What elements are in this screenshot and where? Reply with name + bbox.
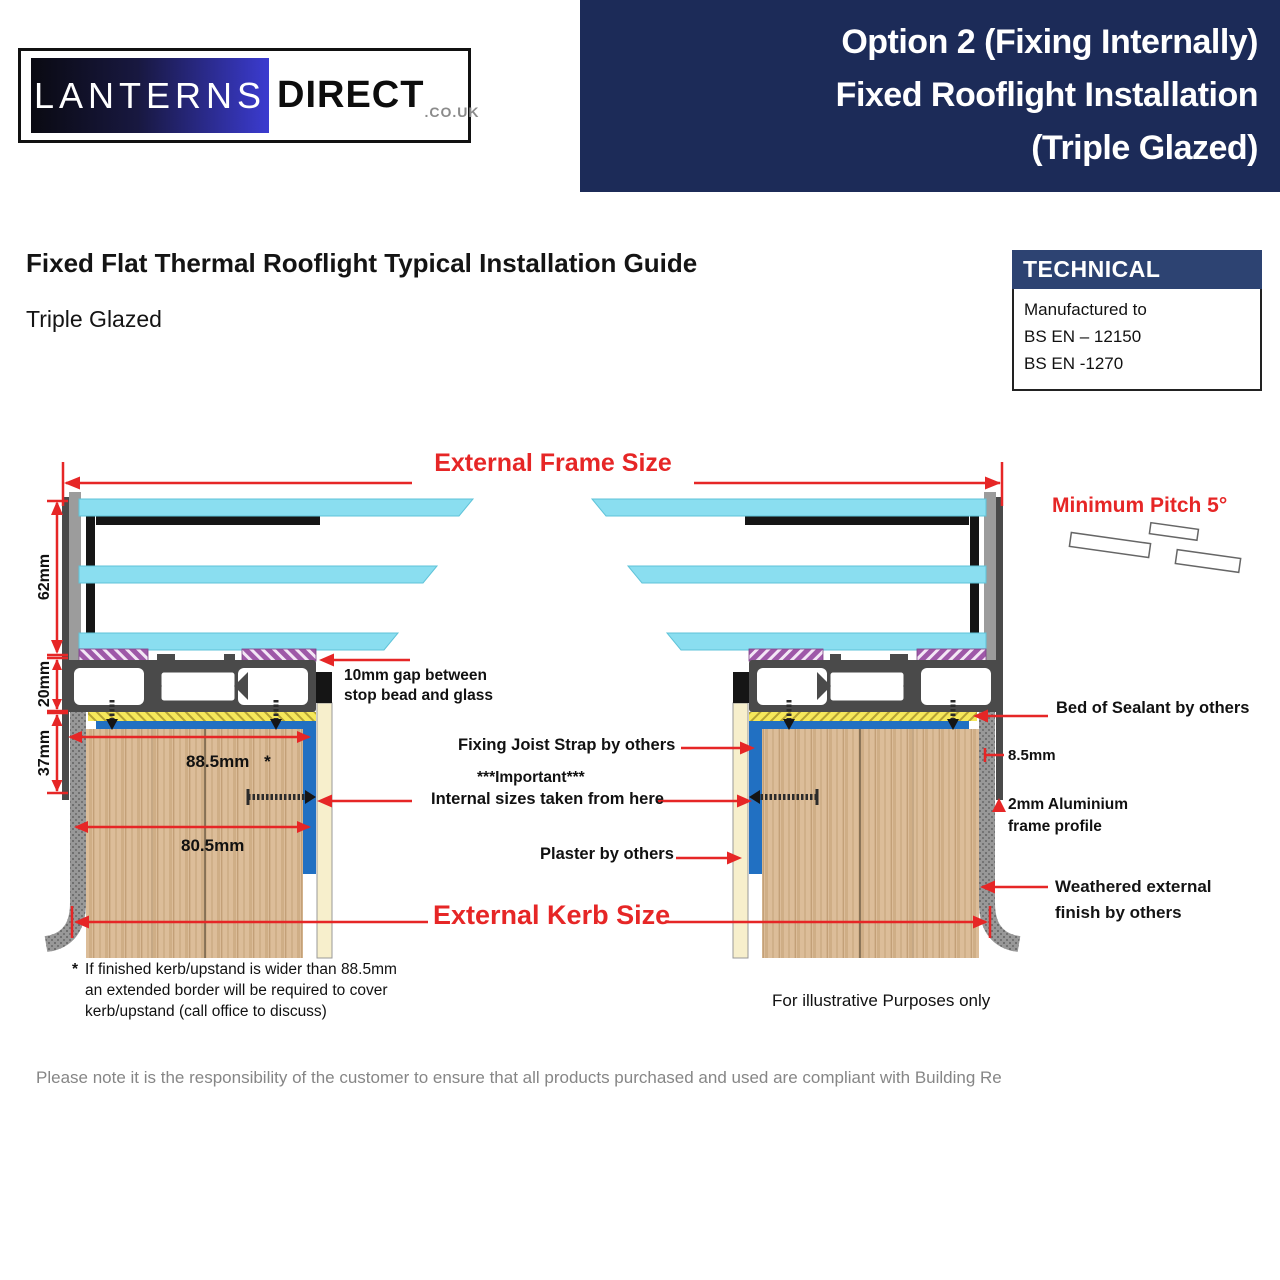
pitch-icon bbox=[1069, 523, 1240, 573]
dim-88-5mm-value: 88.5mm bbox=[186, 752, 250, 771]
footnote-line: If finished kerb/upstand is wider than 88.5mm bbox=[85, 961, 397, 978]
page-title: Fixed Flat Thermal Rooflight Typical Installation Guide bbox=[26, 248, 698, 278]
important-callout: ***Important*** bbox=[477, 769, 585, 786]
banner-line: Fixed Rooflight Installation bbox=[835, 76, 1258, 114]
dim-80-5mm: 80.5mm bbox=[181, 836, 245, 855]
gap-callout bbox=[344, 666, 493, 706]
technical-line: Manufactured to bbox=[1024, 300, 1147, 319]
banner-line: (Triple Glazed) bbox=[1031, 129, 1258, 167]
gap-callout-line: 10mm gap between bbox=[344, 667, 487, 684]
internal-sizes-callout: Internal sizes taken from here bbox=[431, 790, 664, 808]
weathered-finish-line: finish by others bbox=[1055, 903, 1182, 922]
external-kerb-size-label: External Kerb Size bbox=[433, 900, 671, 930]
footnote-line: kerb/upstand (call office to discuss) bbox=[85, 1003, 327, 1020]
cross-section-right bbox=[592, 492, 1019, 958]
external-frame-size-label: External Frame Size bbox=[434, 449, 672, 477]
technical-header: TECHNICAL bbox=[1012, 250, 1262, 289]
dim-88-5mm bbox=[186, 752, 271, 772]
banner-line: Option 2 (Fixing Internally) bbox=[841, 23, 1258, 61]
footnote-marker: * bbox=[72, 961, 79, 978]
illustrative-note: For illustrative Purposes only bbox=[772, 991, 991, 1010]
footnote-lines bbox=[85, 959, 397, 1022]
logo-text-secondary: DIRECT bbox=[277, 74, 425, 116]
alu-profile-line: 2mm Aluminium bbox=[1008, 796, 1128, 813]
technical-line: BS EN -1270 bbox=[1024, 354, 1124, 373]
footnote-line: an extended border will be required to cover bbox=[85, 982, 388, 999]
dim-37mm: 37mm bbox=[36, 729, 53, 777]
dim-88-5mm-star: * bbox=[264, 752, 271, 771]
dim-62mm: 62mm bbox=[36, 553, 53, 601]
dim-8-5mm: 8.5mm bbox=[1008, 747, 1056, 764]
gap-callout-line: stop bead and glass bbox=[344, 687, 494, 704]
footer-note: Please note it is the responsibility of the customer to ensure that all products purchased and used are compliant with Building Re bbox=[36, 1068, 1002, 1087]
technical-box bbox=[1012, 250, 1262, 391]
weathered-finish-callout bbox=[1055, 874, 1212, 926]
logo-text-tld: .CO.UK bbox=[424, 104, 480, 120]
dim-20mm: 20mm bbox=[36, 660, 53, 708]
page-subtitle: Triple Glazed bbox=[26, 306, 162, 332]
logo-text-primary: LANTERNS bbox=[33, 74, 267, 116]
weathered-finish-line: Weathered external bbox=[1055, 877, 1212, 896]
alu-profile-callout bbox=[1008, 794, 1128, 838]
minimum-pitch-label: Minimum Pitch 5° bbox=[1052, 494, 1228, 517]
logo bbox=[18, 48, 480, 143]
technical-body bbox=[1012, 289, 1262, 391]
bed-of-sealant-callout: Bed of Sealant by others bbox=[1056, 699, 1250, 717]
alu-profile-line: frame profile bbox=[1008, 818, 1102, 835]
technical-line: BS EN – 12150 bbox=[1024, 327, 1142, 346]
banner bbox=[580, 0, 1280, 192]
fixing-joist-callout: Fixing Joist Strap by others bbox=[458, 736, 676, 754]
plaster-callout: Plaster by others bbox=[540, 845, 674, 863]
kerb-footnote bbox=[72, 959, 397, 1022]
logo-gradient-box bbox=[31, 58, 269, 133]
cross-section-left bbox=[46, 492, 473, 958]
